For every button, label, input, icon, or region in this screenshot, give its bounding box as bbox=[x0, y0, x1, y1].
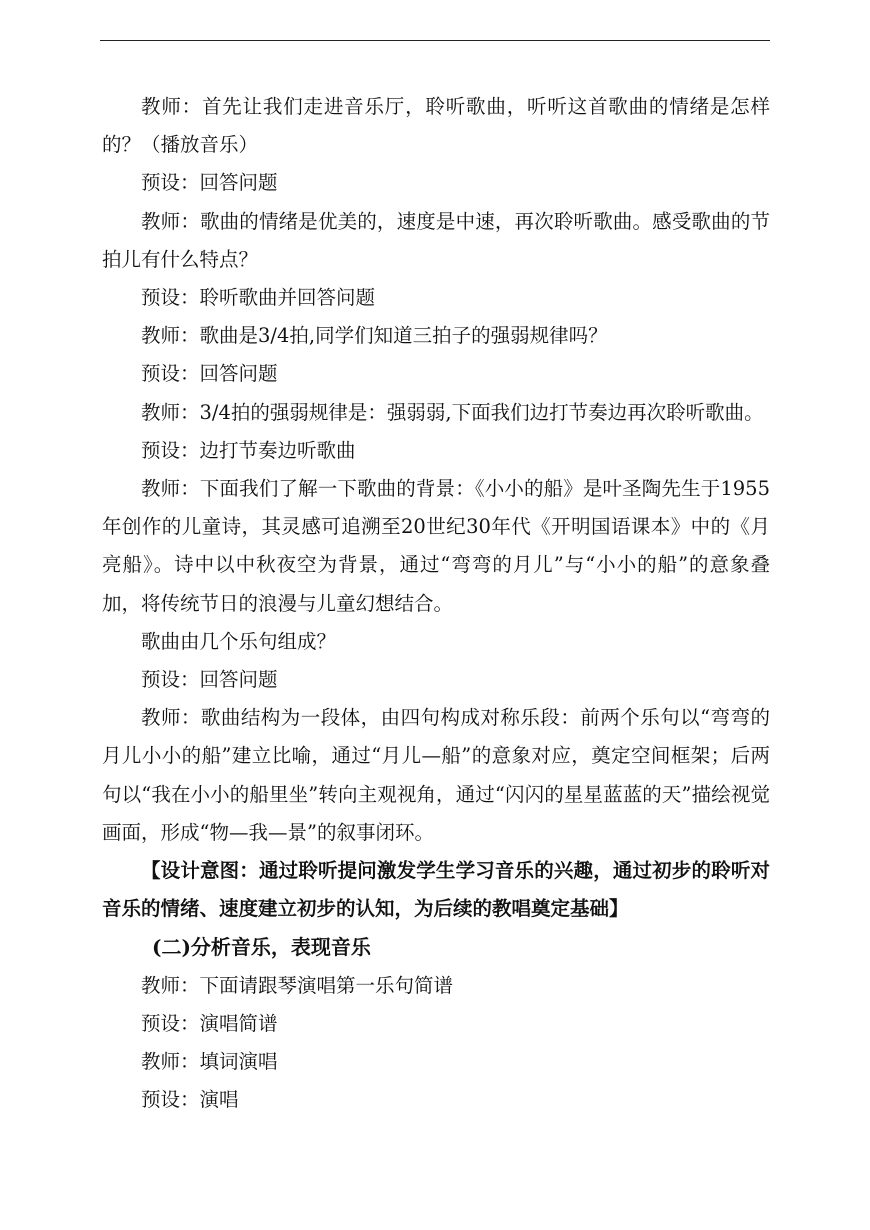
paragraph-preset-answer: 预设：回答问题 bbox=[141, 171, 278, 195]
paragraph-teacher-lyrics: 教师：填词演唱 bbox=[141, 1050, 278, 1074]
paragraph-teacher-mood: 教师：歌曲的情绪是优美的，速度是中速，再次聆听歌曲。感受歌曲的节拍儿有什么特点？ bbox=[102, 209, 770, 271]
paragraph-teacher-sing-notation: 教师：下面请跟琴演唱第一乐句简谱 bbox=[141, 973, 454, 997]
header-rule bbox=[100, 40, 770, 41]
paragraph-preset-listen: 预设：聆听歌曲并回答问题 bbox=[141, 286, 376, 310]
paragraph-teacher-structure: 教师：歌曲结构为一段体，由四句构成对称乐段：前两个乐句以“弯弯的月儿小小的船”建立比喻，通过“月儿—船”的意象对应，奠定空间框架；后两句以“我在小小的船里坐”转向主观视角，通过“闪闪的星星蓝蓝的天”描绘视觉画面，形成“物—我—景”的叙事闭环。 bbox=[102, 706, 770, 844]
section-heading: (二)分析音乐，表现音乐 bbox=[152, 935, 371, 960]
paragraph-preset-answer-3: 预设：回答问题 bbox=[141, 668, 278, 692]
paragraph-teacher-background: 教师：下面我们了解一下歌曲的背景：《小小的船》是叶圣陶先生于1955年创作的儿童诗，其灵感可追溯至20世纪30年代《开明国语课本》中的《月亮船》。诗中以中秋夜空为背景，通过“弯弯的月儿”与“小小的船”的意象叠加，将传统节日的浪漫与儿童幻想结合。 bbox=[102, 477, 770, 615]
paragraph-design-intent: 【设计意图：通过聆听提问激发学生学习音乐的兴趣，通过初步的聆听对音乐的情绪、速度建立初步的认知，为后续的教唱奠定基础】 bbox=[102, 859, 770, 921]
document-body bbox=[102, 88, 770, 1119]
paragraph-preset-sing-notation: 预设：演唱简谱 bbox=[141, 1011, 278, 1035]
paragraph-preset-answer-2: 预设：回答问题 bbox=[141, 362, 278, 386]
paragraph-teacher-intro: 教师：首先让我们走进音乐厅，聆听歌曲，听听这首歌曲的情绪是怎样的？（播放音乐） bbox=[102, 95, 770, 157]
paragraph-preset-rhythm: 预设：边打节奏边听歌曲 bbox=[141, 438, 356, 462]
paragraph-teacher-meter: 教师：歌曲是3/4拍,同学们知道三拍子的强弱规律吗？ bbox=[141, 324, 608, 348]
paragraph-preset-sing: 预设：演唱 bbox=[141, 1088, 239, 1112]
paragraph-teacher-beat-rule: 教师：3/4拍的强弱规律是：强弱弱,下面我们边打节奏边再次聆听歌曲。 bbox=[141, 400, 764, 424]
paragraph-question-phrases: 歌曲由几个乐句组成？ bbox=[141, 629, 337, 653]
